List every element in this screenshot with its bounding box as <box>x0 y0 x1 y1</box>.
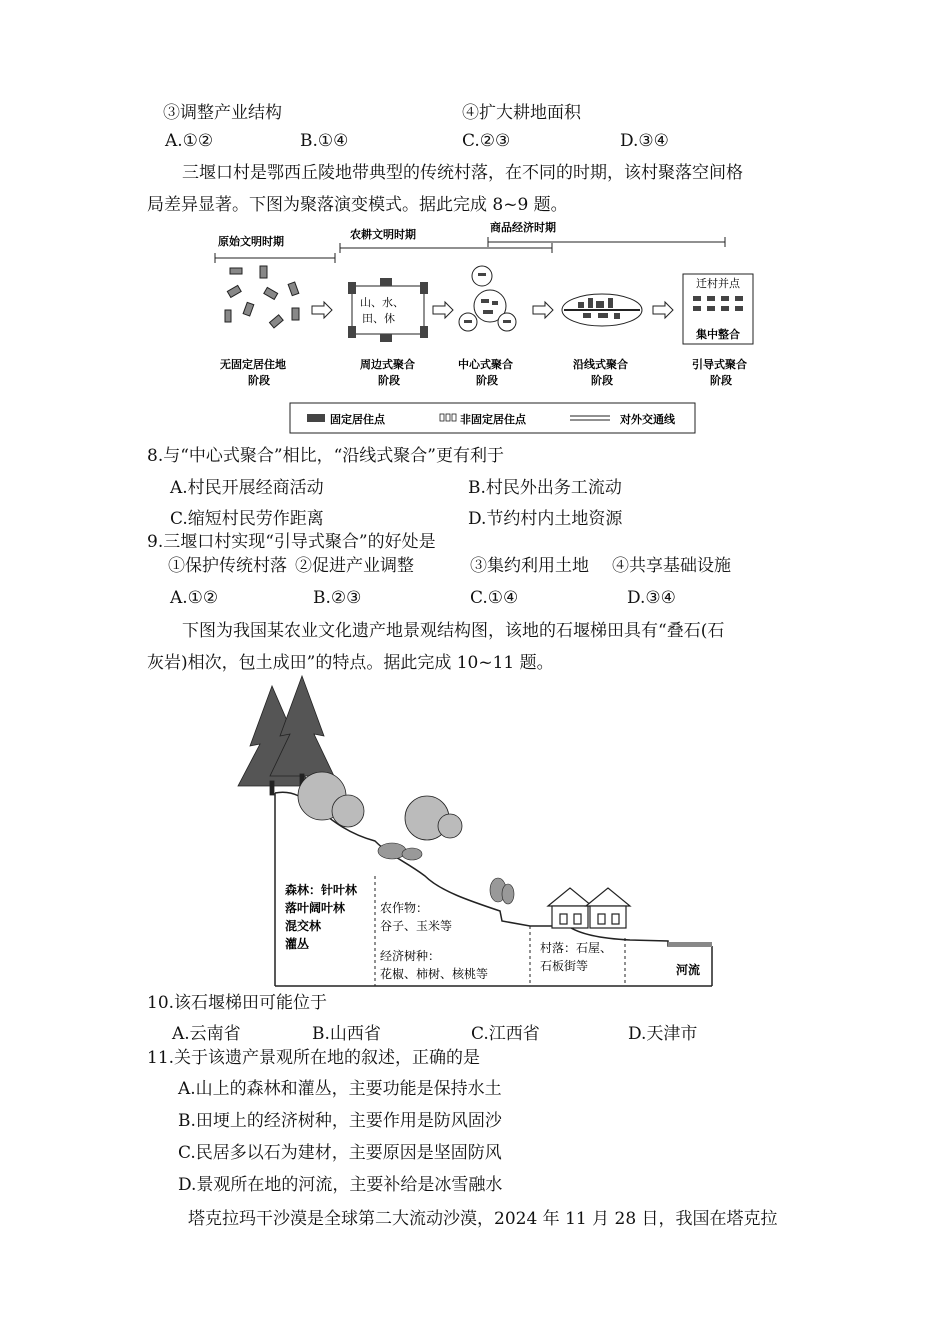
crops-label: 农作物： <box>380 901 429 915</box>
q9-item-1: ①保护传统村落 <box>168 556 287 576</box>
landscape-structure-figure <box>230 676 720 988</box>
stage-label: 阶段 <box>476 374 498 387</box>
forest-label: 混交林 <box>285 919 322 933</box>
scattered-settlements-icon <box>225 266 299 328</box>
stage-label: 引导式聚合 <box>692 358 747 371</box>
river-label: 河流 <box>676 963 701 977</box>
central-settlement-icon <box>459 266 516 331</box>
q8-option-a: A.村民开展经商活动 <box>170 478 324 498</box>
forest-label: 森林：针叶林 <box>285 883 358 897</box>
q10-stem: 10.该石堰梯田可能位于 <box>147 993 328 1013</box>
stage-label: 无固定居住地 <box>220 358 286 371</box>
trees-label: 花椒、柿树、核桃等 <box>380 967 489 981</box>
passage2-line1: 下图为我国某农业文化遗产地景观结构图，该地的石堰梯田具有“叠石(石 <box>182 621 725 641</box>
legend-label: 非固定居住点 <box>460 413 526 426</box>
q11-option-d: D.景观所在地的河流，主要补给是冰雪融水 <box>178 1175 503 1195</box>
q9-item-4: ④共享基础设施 <box>612 556 731 576</box>
option-c: C.②③ <box>462 131 511 151</box>
stage-label: 阶段 <box>378 374 400 387</box>
shrub-icon <box>378 843 514 904</box>
village-label: 石板街等 <box>540 959 589 973</box>
q11-option-b: B.田埂上的经济树种，主要作用是防风固沙 <box>178 1111 502 1131</box>
passage1-line1: 三堰口村是鄂西丘陵地带典型的传统村落，在不同的时期，该村聚落空间格 <box>182 163 743 183</box>
period-label: 原始文明时期 <box>218 235 284 248</box>
village-label: 村落：石屋、 <box>540 941 613 955</box>
period-label: 商品经济时期 <box>490 221 556 234</box>
legend <box>290 403 695 433</box>
q8-option-d: D.节约村内土地资源 <box>468 509 623 529</box>
q11-option-a: A.山上的森林和灌丛，主要功能是保持水土 <box>178 1079 502 1099</box>
stage-label: 中心式聚合 <box>458 358 513 371</box>
stage-label: 阶段 <box>248 374 270 387</box>
q9-option-d: D.③④ <box>627 588 676 608</box>
q8-option-c: C.缩短村民劳作距离 <box>170 509 324 529</box>
q9-item-2: ②促进产业调整 <box>295 556 414 576</box>
option-b: B.①④ <box>300 131 349 151</box>
q10-option-b: B.山西省 <box>312 1024 381 1044</box>
crops-label: 谷子、玉米等 <box>380 919 453 933</box>
stage-label: 阶段 <box>710 374 732 387</box>
q11-stem: 11.关于该遗产景观所在地的叙述，正确的是 <box>147 1048 481 1068</box>
peripheral-settlement-icon <box>348 278 428 342</box>
passage3-line1: 塔克拉玛干沙漠是全球第二大流动沙漠，2024 年 11 月 28 日，我国在塔克拉 <box>188 1209 778 1229</box>
q9-item-3: ③集约利用土地 <box>470 556 589 576</box>
q9-option-b: B.②③ <box>313 588 362 608</box>
q10-option-c: C.江西省 <box>471 1024 540 1044</box>
settlement-evolution-figure <box>200 218 747 440</box>
q8-stem: 8.与“中心式聚合”相比，“沿线式聚合”更有利于 <box>147 446 504 466</box>
q10-option-d: D.天津市 <box>628 1024 698 1044</box>
legend-label: 固定居住点 <box>330 413 385 426</box>
box-label: 迁村并点 <box>696 277 740 290</box>
option-a: A.①② <box>165 131 214 151</box>
option-item-3: ③调整产业结构 <box>163 103 282 123</box>
q9-option-c: C.①④ <box>470 588 519 608</box>
legend-label: 对外交通线 <box>620 413 675 426</box>
box-label: 山、水、 <box>360 296 404 309</box>
q9-option-a: A.①② <box>170 588 219 608</box>
option-d: D.③④ <box>620 131 669 151</box>
stage-label: 沿线式聚合 <box>573 358 628 371</box>
passage1-line2: 局差异显著。下图为聚落演变模式。据此完成 8~9 题。 <box>147 195 568 215</box>
option-item-4: ④扩大耕地面积 <box>462 103 581 123</box>
box-label: 集中整合 <box>696 328 740 341</box>
box-label: 田、休 <box>362 312 395 325</box>
forest-label: 落叶阔叶林 <box>285 901 346 915</box>
q8-option-b: B.村民外出务工流动 <box>468 478 622 498</box>
period-label: 农耕文明时期 <box>350 228 416 241</box>
forest-label: 灌丛 <box>285 937 310 951</box>
guided-settlement-icon <box>683 274 753 344</box>
linear-settlement-icon <box>562 294 642 326</box>
stone-house-icon <box>548 888 630 928</box>
river-icon <box>668 942 712 947</box>
q11-option-c: C.民居多以石为建材，主要原因是坚固防风 <box>178 1143 502 1163</box>
passage2-line2: 灰岩)相次，包土成田”的特点。据此完成 10~11 题。 <box>147 653 554 673</box>
stage-label: 阶段 <box>591 374 613 387</box>
broadleaf-tree-icon <box>298 772 462 840</box>
trees-label: 经济树种： <box>380 949 441 963</box>
q9-stem: 9.三堰口村实现“引导式聚合”的好处是 <box>147 532 436 552</box>
stage-label: 周边式聚合 <box>360 358 415 371</box>
q10-option-a: A.云南省 <box>172 1024 241 1044</box>
